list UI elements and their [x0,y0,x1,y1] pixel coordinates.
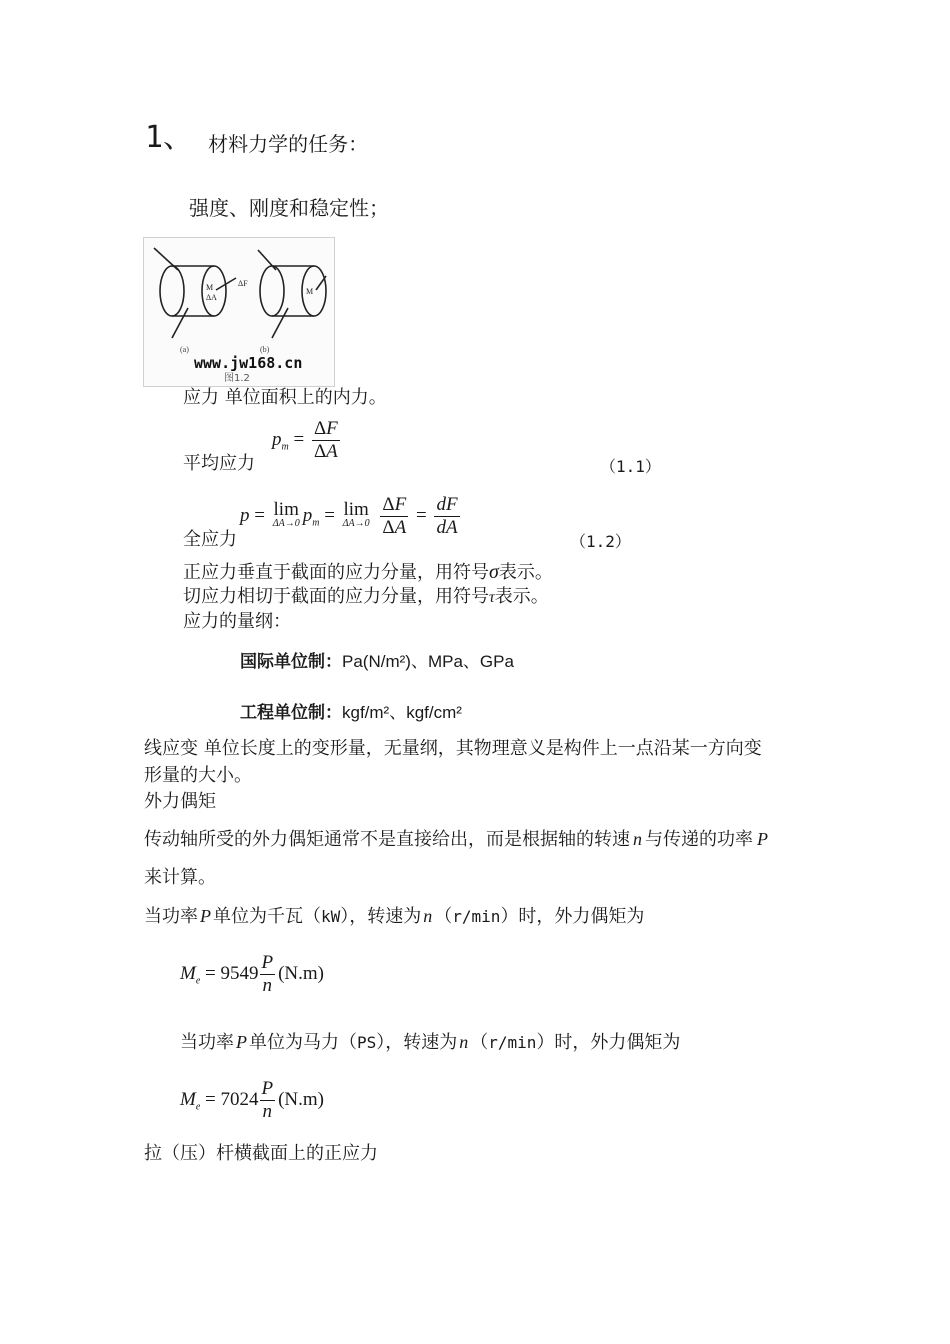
normal-stress-line: 正应力垂直于截面的应力分量，用符号σ表示。 [183,561,553,583]
total-stress-formula: p = lim ΔA→0 $p_m = \lim$ ΔA→0 $\frac{\Delta F}{\Delta A}$ = $\frac{dF}{dA}$ [240,494,458,538]
stress-definition: 应力 单位面积上的内力。 [183,387,387,408]
dimension-title: 应力的量纲： [183,611,291,632]
cylinder-b-icon [258,250,326,338]
tension-title: 拉（压）杆横截面上的正应力 [144,1143,378,1164]
cylinder-a-icon [154,248,236,338]
section-title: 材料力学的任务： [208,132,369,156]
svg-text:M: M [206,283,214,292]
figure-caption: 图1.2 [224,373,250,384]
svg-text:M: M [306,287,314,296]
shear-stress-line: 切应力相切于截面的应力分量，用符号τ表示。 [183,586,549,607]
si-units-line: 国际单位制：Pa(N/m²)、MPa、GPa [240,652,514,671]
ps-case-line: 当功率 P 单位为马力（PS），转速为 n （r/min）时，外力偶矩为 [180,1032,681,1053]
equation-number-2: （1.2） [570,532,631,551]
section-heading [145,112,368,156]
figure-watermark: www.jw168.cn [194,354,303,372]
torque-title: 外力偶矩 [144,791,216,812]
avg-stress-formula: $p_m$ = $\frac{\Delta F}{\Delta A}$ [272,418,338,462]
tasks-line: 强度、刚度和稳定性； [189,196,389,220]
tau-symbol: τ [489,589,495,606]
strain-line-1: 线应变 单位长度上的变形量，无量纲，其物理意义是构件上一点沿某一方向变 [144,738,762,759]
figure-label-a: (a) [180,345,189,354]
figure-box [143,237,335,387]
kw-case-line: 当功率 P 单位为千瓦（kW），转速为 n （r/min）时，外力偶矩为 [144,906,645,927]
sigma-symbol: σ [489,561,499,583]
torque-desc-line-2: 来计算。 [144,867,216,888]
equation-number-1: （1.1） [600,457,661,476]
svg-text:ΔF: ΔF [238,279,248,288]
cylinder-figure [144,238,334,386]
torque-desc-line-1: 传动轴所受的外力偶矩通常不是直接给出，而是根据轴的转速 n 与传递的功率 P [144,829,768,850]
svg-text:ΔA: ΔA [206,293,217,302]
eng-units-line: 工程单位制：kgf/m²、kgf/cm² [240,703,462,722]
figure-label-b: (b) [260,345,270,354]
strain-line-2: 形量的大小。 [144,765,252,786]
total-stress-label: 全应力 [183,529,237,550]
torque-formula-ps: $M_e = 7024$ $\frac{P}{n}$ (N.m) [180,1078,325,1122]
section-number: 1、 [145,120,194,155]
avg-stress-label: 平均应力 [183,453,255,474]
torque-formula-kw: $M_e = 9549$ $\frac{P}{n}$ (N.m) [180,952,325,996]
